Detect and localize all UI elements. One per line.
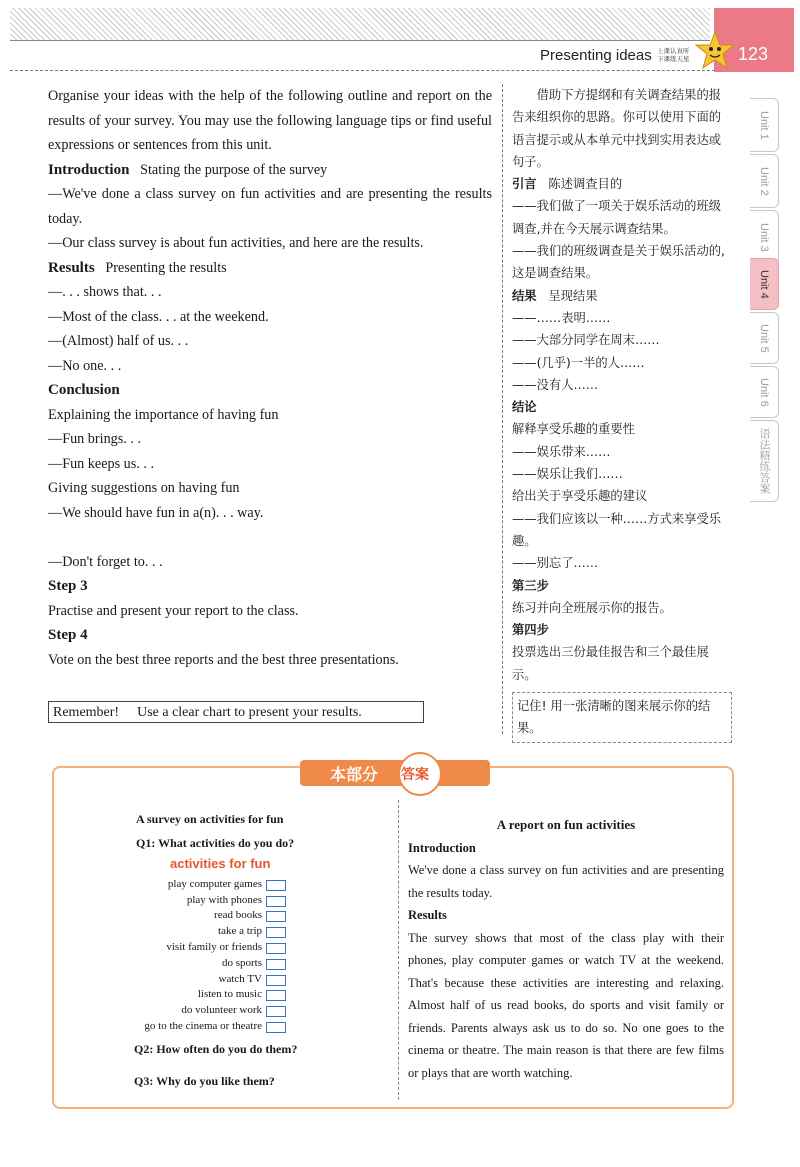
survey-option: do volunteer work	[181, 1004, 262, 1016]
introduction-section	[48, 158, 492, 183]
tab-grammar-answers[interactable]: 语法精练答案	[750, 420, 779, 502]
cn-suggest-line-2: ——别忘了……	[512, 556, 599, 571]
survey-option: watch TV	[218, 973, 262, 985]
survey-option: go to the cinema or theatre	[144, 1020, 262, 1032]
results-line: —. . . shows that. . .	[48, 284, 162, 300]
cn-suggest-desc: 给出关于享受乐趣的建议	[512, 489, 648, 504]
cn-intro-line-1: ——我们做了一项关于娱乐活动的班级调查,并在今天展示调查结果。	[512, 199, 722, 236]
results-line: —(Almost) half of us. . .	[48, 333, 189, 349]
option-checkbox[interactable]	[266, 927, 286, 938]
answer-divider	[398, 800, 399, 1100]
cn-results-line: ——(几乎)一半的人……	[512, 355, 645, 370]
cn-conclusion-heading: 结论	[512, 400, 537, 415]
survey-option: do sports	[221, 957, 262, 969]
chinese-column	[512, 84, 732, 743]
remember-label: Remember!	[53, 705, 120, 720]
results-desc: Presenting the results	[105, 259, 227, 276]
header-hatch	[10, 8, 710, 40]
header-dashed-rule	[10, 70, 730, 71]
english-column	[48, 84, 492, 672]
cn-results-line: ——没有人……	[512, 377, 599, 392]
survey-option: read books	[214, 909, 262, 921]
intro-line-1: —We've done a class survey on fun activities and are presenting the results today.	[48, 186, 492, 227]
results-heading: Results	[48, 259, 95, 276]
conclusion-line: —Fun keeps us. . .	[48, 455, 155, 472]
report-results: The survey shows that most of the class play with their phones, play computer games or watch TV at the weekend. That's because these activities are interesting and relaxing. Almost half of us read books, do sports and visit family or friends. Parents always ask us to do so. No one goes to the cinema or theatre. The main reason is that there are few films or plays that are worth watching.	[408, 930, 724, 1080]
answer-banner	[300, 752, 490, 794]
header-rule	[10, 40, 710, 41]
option-checkbox[interactable]	[266, 911, 286, 922]
survey-option: play with phones	[186, 894, 262, 906]
cn-results-desc: 呈现结果	[548, 288, 598, 303]
option-checkbox[interactable]	[266, 896, 286, 907]
cn-results-line: ——大部分同学在周末……	[512, 333, 660, 348]
tab-unit-6[interactable]: Unit 6	[750, 366, 779, 418]
cn-step4-text: 投票选出三份最佳报告和三个最佳展示。	[512, 645, 709, 682]
tab-unit-5[interactable]: Unit 5	[750, 312, 779, 364]
survey-q3: Q3: Why do you like them?	[134, 1074, 275, 1088]
results-line: —Most of the class. . . at the weekend.	[48, 308, 269, 325]
option-checkbox[interactable]	[266, 943, 286, 954]
step4-text: Vote on the best three reports and the best three presentations.	[48, 651, 399, 668]
cn-results-line: ——……表明……	[512, 310, 611, 325]
step4-heading: Step 4	[48, 627, 88, 643]
survey-option: visit family or friends	[166, 941, 262, 953]
survey-option: take a trip	[218, 925, 262, 937]
results-section	[48, 256, 492, 281]
cn-remember-box: 记住! 用一张清晰的图来展示你的结果。	[512, 692, 732, 743]
cn-suggest-line-1: ——我们应该以一种……方式来享受乐趣。	[512, 511, 722, 548]
cn-results-heading: 结果	[512, 288, 537, 303]
page-number: 123	[738, 44, 769, 64]
survey-q2: Q2: How often do you do them?	[134, 1042, 298, 1056]
cn-intro-line-2: ——我们的班级调查是关于娱乐活动的,这是调查结果。	[512, 244, 725, 281]
report-title: A report on fun activities	[496, 817, 636, 832]
activities-label: activities for fun	[170, 856, 271, 871]
answer-banner-circle-text: 答案	[401, 767, 429, 783]
survey-title: A survey on activities for fun	[136, 812, 284, 826]
cn-introduction-desc: 陈述调查目的	[548, 177, 623, 192]
page-header	[0, 0, 800, 74]
cn-introduction-heading: 引言	[512, 177, 537, 192]
tab-unit-1[interactable]: Unit 1	[750, 98, 779, 152]
cn-step3-text: 练习并向全班展示你的报告。	[512, 600, 672, 615]
suggest-desc: Giving suggestions on having fun	[48, 480, 240, 496]
remember-box	[48, 701, 424, 723]
results-line: —No one. . .	[48, 357, 122, 374]
report-results-heading: Results	[408, 908, 447, 922]
remember-text: Use a clear chart to present your results.	[137, 705, 362, 720]
cn-conclusion-line: ——娱乐让我们……	[512, 467, 623, 482]
tab-unit-2[interactable]: Unit 2	[750, 154, 779, 208]
report-answer	[408, 814, 724, 1084]
survey-option: play computer games	[167, 878, 262, 890]
option-checkbox[interactable]	[266, 1006, 286, 1017]
option-checkbox[interactable]	[266, 990, 286, 1001]
option-checkbox[interactable]	[266, 959, 286, 970]
conclusion-desc: Explaining the importance of having fun	[48, 406, 279, 423]
introduction-heading: Introduction	[48, 161, 130, 178]
intro-line-2: —Our class survey is about fun activities, and here are the results.	[48, 235, 424, 251]
introduction-desc: Stating the purpose of the survey	[140, 161, 328, 178]
report-intro-heading: Introduction	[408, 840, 476, 855]
intro-paragraph: Organise your ideas with the help of the following outline and report on the results of your survey. You may use the following language tips or find useful expressions or sentences from this unit.	[48, 88, 492, 153]
tab-unit-4[interactable]: Unit 4	[750, 258, 779, 310]
step3-heading: Step 3	[48, 578, 88, 594]
suggest-line-2: —Don't forget to. . .	[48, 553, 163, 570]
option-checkbox[interactable]	[266, 975, 286, 986]
step3-text: Practise and present your report to the class.	[48, 602, 299, 619]
star-mascot-icon	[695, 30, 735, 72]
report-intro: We've done a class survey on fun activities and are presenting the results today.	[408, 863, 724, 900]
cn-conclusion-line: ——娱乐带来……	[512, 444, 611, 459]
survey-option: listen to music	[197, 988, 262, 1000]
conclusion-heading: Conclusion	[48, 382, 120, 398]
answer-banner-band	[300, 760, 490, 786]
cn-step3-heading: 第三步	[512, 578, 549, 593]
option-checkbox[interactable]	[266, 1022, 286, 1033]
tab-unit-3[interactable]: Unit 3	[750, 210, 779, 264]
column-divider	[502, 84, 503, 734]
suggest-line-1: —We should have fun in a(n). . . way.	[48, 504, 264, 521]
cn-conclusion-desc: 解释享受乐趣的重要性	[512, 422, 635, 437]
section-title: Presenting ideas	[540, 47, 652, 64]
conclusion-line: —Fun brings. . .	[48, 431, 142, 447]
answer-banner-text: 本部分	[330, 765, 379, 784]
option-checkbox[interactable]	[266, 880, 286, 891]
header-tagline: 上课认真听 下课练天星	[657, 47, 690, 63]
cn-step4-heading: 第四步	[512, 623, 549, 638]
survey-q1: Q1: What activities do you do?	[136, 836, 295, 850]
cn-intro: 借助下方提纲和有关调查结果的报告来组织你的思路。你可以使用下面的语言提示或从本单元中找到实用表达或句子。	[512, 88, 722, 169]
